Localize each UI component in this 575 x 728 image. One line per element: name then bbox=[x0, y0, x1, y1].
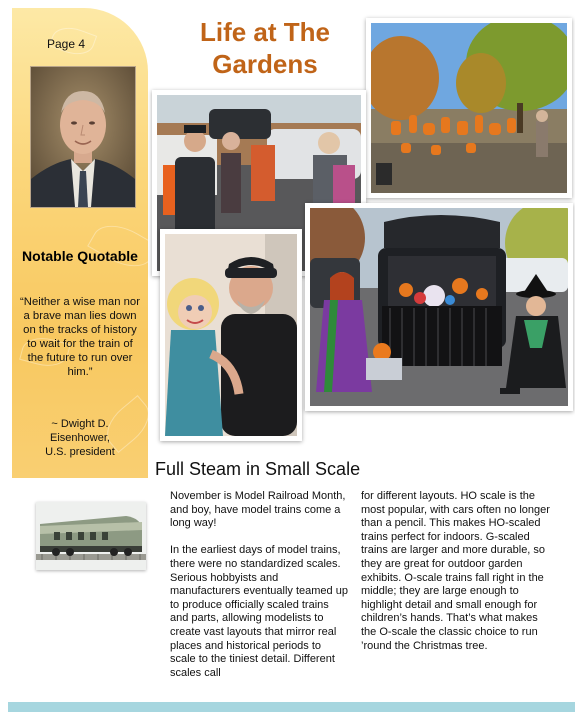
article-paragraph: November is Model Railroad Month, and boy, have model trains come a long way! bbox=[170, 490, 346, 530]
model-train-photo bbox=[36, 502, 146, 570]
eisenhower-portrait bbox=[30, 66, 136, 208]
notable-quotable-heading: Notable Quotable bbox=[22, 248, 138, 264]
headline bbox=[165, 16, 365, 80]
article-paragraph: In the earliest days of model trains, there were no standardized scales. Serious hobbyists and manufacturers eventually teamed up to produce officially scaled trains and parts, allowing modelists to create vast layouts that mirror real places and historical periods to scale to the tiniest detail. Different scales call bbox=[170, 544, 348, 679]
pumpkin-lawn-photo bbox=[366, 18, 572, 198]
footer-bar bbox=[8, 702, 575, 712]
article-column-1 bbox=[170, 490, 348, 694]
attribution-name: ~ Dwight D. Eisenhower, bbox=[50, 418, 110, 444]
headline-line-2: Gardens bbox=[212, 49, 318, 79]
article-column-2 bbox=[361, 490, 551, 667]
quote-text: “Neither a wise man nor a brave man lies down on the tracks of history to wait for the train of the future to run over him.” bbox=[20, 296, 140, 378]
headline-line-1: Life at The bbox=[199, 17, 330, 47]
article-paragraph: for different layouts. HO scale is the most popular, with cars often no longer than a pencil. This makes HO-scaled trains perfect for indoors. G-scaled trains are larger and more durable, so they are great for outdoor garden exhibits. O-scale trains fall right in the middle; they are large enough to highlight detail and small enough for children’s hands. That’s what makes the O-scale the classic choice to run ’round the Christmas tree. bbox=[361, 490, 550, 652]
page-number: Page 4 bbox=[47, 37, 86, 51]
article-title: Full Steam in Small Scale bbox=[155, 459, 361, 479]
puppet-performer-photo bbox=[160, 229, 302, 441]
quote-attribution bbox=[24, 417, 136, 459]
attribution-title: U.S. president bbox=[45, 446, 115, 458]
trunk-or-treat-photo bbox=[305, 203, 573, 411]
